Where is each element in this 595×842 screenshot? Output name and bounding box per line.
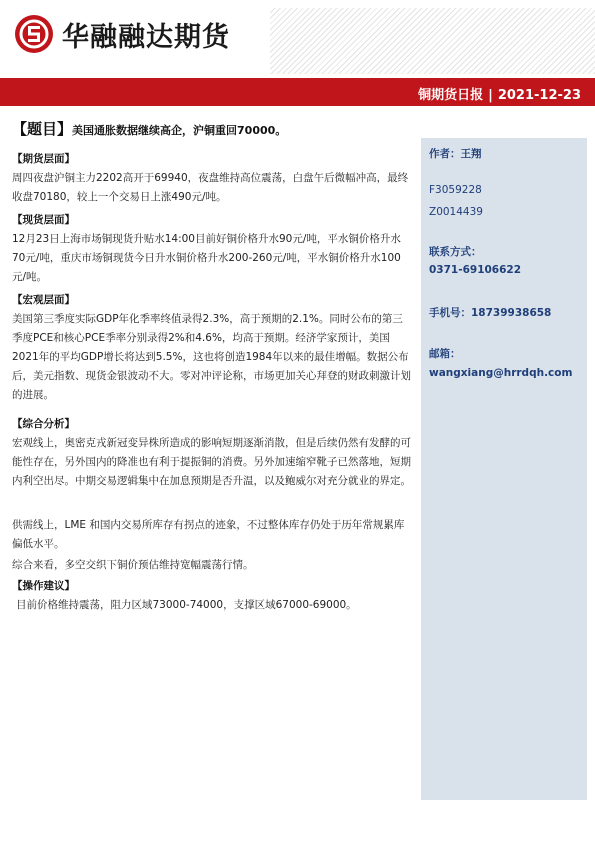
operation-section-title: 【操作建议】 xyxy=(12,580,75,592)
company-logo xyxy=(14,14,230,54)
contact-label: 联系方式： xyxy=(429,246,482,258)
title-separator: | xyxy=(488,88,493,103)
report-name: 铜期货日报 xyxy=(418,88,484,103)
report-title xyxy=(418,84,581,103)
spot-section-title: 【现货层面】 xyxy=(12,214,75,226)
topic-line xyxy=(12,118,286,139)
futures-section-title: 【期货层面】 xyxy=(12,153,75,165)
topic-label: 【题目】 xyxy=(12,120,73,138)
analysis-paragraph-summary: 综合来看，多空交织下铜价预估维持宽幅震荡行情。 xyxy=(12,559,254,571)
mobile-label: 手机号： xyxy=(429,307,471,319)
mobile-number: 18739938658 xyxy=(471,307,552,319)
report-date: 2021-12-23 xyxy=(497,88,581,103)
analysis-section-title: 【综合分析】 xyxy=(12,418,75,430)
cert-number-2: Z0014439 xyxy=(429,206,483,218)
cert-number-1: F3059228 xyxy=(429,184,482,196)
macro-section-title: 【宏观层面】 xyxy=(12,294,75,306)
author-name: 王翔 xyxy=(460,148,482,160)
analysis-paragraph-supply: 供需线上，LME 和国内交易所库存有拐点的迹象，不过整体库存仍处于历年常规累库偏低水平。 xyxy=(12,519,405,550)
macro-paragraph: 美国第三季度实际GDP年化季率终值录得2.3%，高于预期的2.1%。同时公布的第三季度PCE和核心PCE季率分别录得2%和4.6%，均高于预期。经济学家预计，美国2021年的平均GDP增长将达到5.5%，这也将创造1984年以来的最佳增幅。数据公布后，美元指数、现货金银波动不大。零对冲评论称，市场更加关心拜登的财政刺激计划的进展。 xyxy=(12,313,411,401)
spot-paragraph: 12月23日上海市场铜现货升贴水14:00目前好铜价格升水90元/吨，平水铜价格升水70元/吨，重庆市场铜现货今日升水铜价格升水200-260元/吨，平水铜价格升水100元/吨。 xyxy=(12,233,401,283)
operation-paragraph: 目前价格维持震荡，阻力区域73000-74000，支撑区域67000-69000。 xyxy=(16,599,357,611)
contact-phone: 0371-69106622 xyxy=(429,264,522,276)
author-label: 作者： xyxy=(429,148,461,160)
email-label: 邮箱： xyxy=(429,348,461,360)
company-logo-icon xyxy=(14,14,54,54)
mobile-line xyxy=(429,305,551,320)
email-link[interactable]: wangxiang@hrrdqh.com xyxy=(429,367,573,379)
analysis-paragraph-macro: 宏观线上，奥密克戎新冠变异株所造成的影响短期逐渐消散，但是后续仍然有发酵的可能性存在，另外国内的降准也有利于提振铜的消费。另外加速缩窄靴子已然落地，短期内利空出尽。中期交易逻辑集中在加息预期是否升温，以及鲍威尔对充分就业的界定。 xyxy=(12,437,411,487)
topic-text: 美国通胀数据继续高企，沪铜重回70000。 xyxy=(72,124,287,137)
futures-paragraph: 周四夜盘沪铜主力2202高开于69940，夜盘维持高位震荡，白盘午后微幅冲高，最终收盘70180，较上一个交易日上涨490元/吨。 xyxy=(12,172,409,203)
author-line xyxy=(429,146,482,161)
page-header xyxy=(0,0,595,78)
header-hatch-pattern xyxy=(270,8,595,74)
author-sidebar xyxy=(421,138,587,800)
company-name: 华融融达期货 xyxy=(62,21,230,53)
